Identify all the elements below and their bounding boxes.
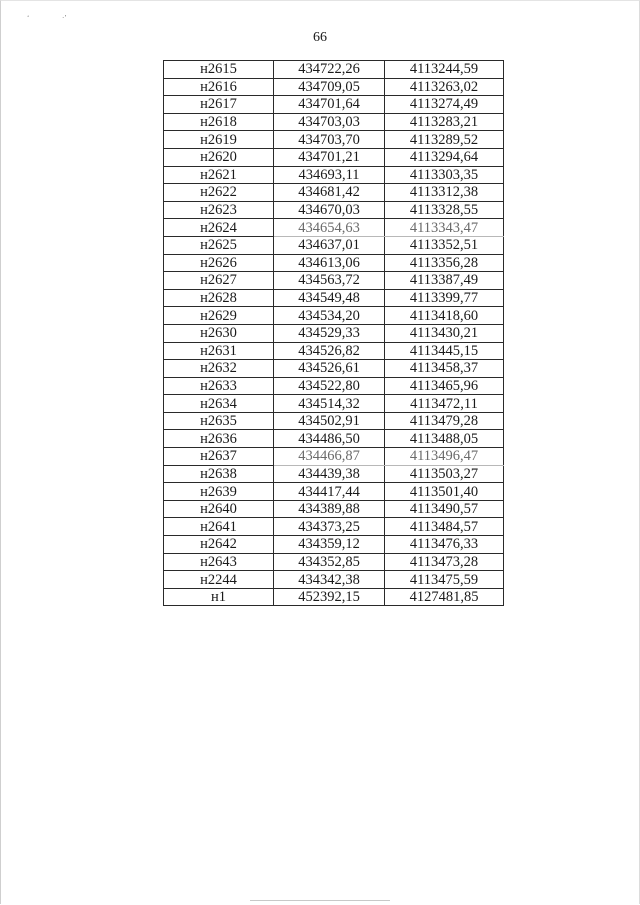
- y-coordinate-cell: 4113501,40: [385, 483, 504, 501]
- point-name-cell: н2629: [164, 307, 274, 325]
- x-coordinate-cell: 434373,25: [274, 518, 385, 536]
- point-name-cell: н2626: [164, 254, 274, 272]
- point-name-cell: н2638: [164, 465, 274, 483]
- table-row: [164, 113, 504, 131]
- point-name-cell: н2624: [164, 219, 274, 237]
- page-number: 66: [313, 30, 327, 45]
- point-name-cell: н2622: [164, 184, 274, 202]
- y-coordinate-cell: 4113458,37: [385, 360, 504, 378]
- y-coordinate-cell: 4113312,38: [385, 184, 504, 202]
- y-coordinate-cell: 4113387,49: [385, 272, 504, 290]
- table-row: [164, 412, 504, 430]
- point-name-cell: н2634: [164, 395, 274, 413]
- point-name-cell: н2642: [164, 536, 274, 554]
- y-coordinate-cell: 4127481,85: [385, 588, 504, 606]
- x-coordinate-cell: 434352,85: [274, 553, 385, 571]
- table-row: [164, 96, 504, 114]
- table-row: [164, 78, 504, 96]
- table-row: [164, 430, 504, 448]
- x-coordinate-cell: 434526,61: [274, 360, 385, 378]
- point-name-cell: н2630: [164, 324, 274, 342]
- x-coordinate-cell: 434703,03: [274, 113, 385, 131]
- x-coordinate-cell: 434439,38: [274, 465, 385, 483]
- x-coordinate-cell: 434670,03: [274, 201, 385, 219]
- x-coordinate-cell: 434534,20: [274, 307, 385, 325]
- table-row: [164, 201, 504, 219]
- point-name-cell: н2618: [164, 113, 274, 131]
- table-row: [164, 448, 504, 466]
- table-row: [164, 219, 504, 237]
- x-coordinate-cell: 434514,32: [274, 395, 385, 413]
- point-name-cell: н2616: [164, 78, 274, 96]
- y-coordinate-cell: 4113294,64: [385, 148, 504, 166]
- point-name-cell: н2643: [164, 553, 274, 571]
- y-coordinate-cell: 4113465,96: [385, 377, 504, 395]
- x-coordinate-cell: 434417,44: [274, 483, 385, 501]
- y-coordinate-cell: 4113490,57: [385, 500, 504, 518]
- coordinates-table-body: [164, 61, 504, 606]
- scan-artifact-mark: ‘: [27, 14, 30, 22]
- point-name-cell: н2633: [164, 377, 274, 395]
- x-coordinate-cell: 434654,63: [274, 219, 385, 237]
- table-row: [164, 360, 504, 378]
- point-name-cell: н2636: [164, 430, 274, 448]
- x-coordinate-cell: 434389,88: [274, 500, 385, 518]
- x-coordinate-cell: 434693,11: [274, 166, 385, 184]
- point-name-cell: н2640: [164, 500, 274, 518]
- x-coordinate-cell: 434486,50: [274, 430, 385, 448]
- point-name-cell: н2628: [164, 289, 274, 307]
- scan-artifact-mark: ·’: [62, 14, 67, 22]
- x-coordinate-cell: 434709,05: [274, 78, 385, 96]
- table-row: [164, 184, 504, 202]
- y-coordinate-cell: 4113343,47: [385, 219, 504, 237]
- point-name-cell: н2625: [164, 236, 274, 254]
- y-coordinate-cell: 4113289,52: [385, 131, 504, 149]
- x-coordinate-cell: 434359,12: [274, 536, 385, 554]
- table-row: [164, 465, 504, 483]
- y-coordinate-cell: 4113473,28: [385, 553, 504, 571]
- y-coordinate-cell: 4113352,51: [385, 236, 504, 254]
- table-row: [164, 536, 504, 554]
- y-coordinate-cell: 4113356,28: [385, 254, 504, 272]
- y-coordinate-cell: 4113274,49: [385, 96, 504, 114]
- y-coordinate-cell: 4113303,35: [385, 166, 504, 184]
- table-row: [164, 483, 504, 501]
- x-coordinate-cell: 434681,42: [274, 184, 385, 202]
- scan-bottom-line: [250, 900, 390, 901]
- table-row: [164, 588, 504, 606]
- table-row: [164, 571, 504, 589]
- point-name-cell: н2631: [164, 342, 274, 360]
- x-coordinate-cell: 434722,26: [274, 61, 385, 79]
- x-coordinate-cell: 434342,38: [274, 571, 385, 589]
- y-coordinate-cell: 4113475,59: [385, 571, 504, 589]
- y-coordinate-cell: 4113418,60: [385, 307, 504, 325]
- y-coordinate-cell: 4113476,33: [385, 536, 504, 554]
- y-coordinate-cell: 4113445,15: [385, 342, 504, 360]
- table-row: [164, 395, 504, 413]
- table-row: [164, 289, 504, 307]
- y-coordinate-cell: 4113496,47: [385, 448, 504, 466]
- table-row: [164, 61, 504, 79]
- point-name-cell: н2621: [164, 166, 274, 184]
- table-row: [164, 272, 504, 290]
- y-coordinate-cell: 4113328,55: [385, 201, 504, 219]
- x-coordinate-cell: 434466,87: [274, 448, 385, 466]
- point-name-cell: н2623: [164, 201, 274, 219]
- y-coordinate-cell: 4113472,11: [385, 395, 504, 413]
- point-name-cell: н2619: [164, 131, 274, 149]
- table-row: [164, 166, 504, 184]
- table-row: [164, 377, 504, 395]
- y-coordinate-cell: 4113244,59: [385, 61, 504, 79]
- table-row: [164, 553, 504, 571]
- y-coordinate-cell: 4113484,57: [385, 518, 504, 536]
- x-coordinate-cell: 434529,33: [274, 324, 385, 342]
- y-coordinate-cell: 4113479,28: [385, 412, 504, 430]
- x-coordinate-cell: 434701,21: [274, 148, 385, 166]
- x-coordinate-cell: 434703,70: [274, 131, 385, 149]
- point-name-cell: н2617: [164, 96, 274, 114]
- point-name-cell: н2244: [164, 571, 274, 589]
- y-coordinate-cell: 4113283,21: [385, 113, 504, 131]
- x-coordinate-cell: 434637,01: [274, 236, 385, 254]
- table-row: [164, 254, 504, 272]
- x-coordinate-cell: 434522,80: [274, 377, 385, 395]
- x-coordinate-cell: 434563,72: [274, 272, 385, 290]
- point-name-cell: н2620: [164, 148, 274, 166]
- table-row: [164, 324, 504, 342]
- y-coordinate-cell: 4113503,27: [385, 465, 504, 483]
- x-coordinate-cell: 452392,15: [274, 588, 385, 606]
- table-row: [164, 342, 504, 360]
- y-coordinate-cell: 4113488,05: [385, 430, 504, 448]
- table-row: [164, 131, 504, 149]
- point-name-cell: н2615: [164, 61, 274, 79]
- x-coordinate-cell: 434613,06: [274, 254, 385, 272]
- point-name-cell: н2639: [164, 483, 274, 501]
- x-coordinate-cell: 434502,91: [274, 412, 385, 430]
- table-row: [164, 236, 504, 254]
- table-row: [164, 500, 504, 518]
- point-name-cell: н2641: [164, 518, 274, 536]
- table-row: [164, 307, 504, 325]
- point-name-cell: н2637: [164, 448, 274, 466]
- y-coordinate-cell: 4113399,77: [385, 289, 504, 307]
- coordinates-table: [163, 60, 504, 606]
- x-coordinate-cell: 434701,64: [274, 96, 385, 114]
- point-name-cell: н2632: [164, 360, 274, 378]
- point-name-cell: н1: [164, 588, 274, 606]
- x-coordinate-cell: 434526,82: [274, 342, 385, 360]
- y-coordinate-cell: 4113263,02: [385, 78, 504, 96]
- point-name-cell: н2627: [164, 272, 274, 290]
- table-row: [164, 518, 504, 536]
- x-coordinate-cell: 434549,48: [274, 289, 385, 307]
- table-row: [164, 148, 504, 166]
- y-coordinate-cell: 4113430,21: [385, 324, 504, 342]
- point-name-cell: н2635: [164, 412, 274, 430]
